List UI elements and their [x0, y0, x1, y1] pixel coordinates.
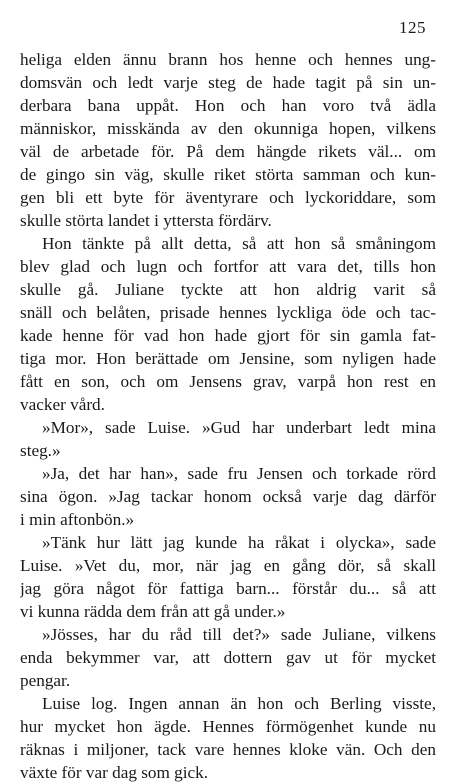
text-line: jag göra något för fattiga barn... förstår du... så att: [20, 579, 436, 598]
text-line: steg.»: [20, 441, 61, 460]
text-line: räknas i miljoner, tack vare hennes kloke vän. Och den: [20, 740, 436, 759]
text-line: kade henne för vad hon hade gjort för sin gamla fat-: [20, 326, 436, 345]
text-line: derbara bana uppåt. Hon och han voro två ädla: [20, 96, 436, 115]
text-line: hur mycket hon ägde. Hennes förmögenhet kunde nu: [20, 717, 436, 736]
text-line: »Jösses, har du råd till det?» sade Juliane, vilkens: [42, 625, 436, 644]
text-line: Luise. »Vet du, mor, när jag en gång dör, så skall: [20, 556, 436, 575]
text-line: snäll och belåten, prisade hennes lyckliga öde och tac-: [20, 303, 436, 322]
text-line: växte för var dag som gick.: [20, 763, 209, 782]
text-line: skulle störta landet i yttersta fördärv.: [20, 211, 272, 230]
text-line: tiga mor. Hon berättade om Jensine, som nyligen hade: [20, 349, 436, 368]
text-line: fått en son, och om Jensens grav, varpå hon rest en: [20, 372, 436, 391]
text-line: enda bekymmer var, att dottern gav ut för mycket: [20, 648, 436, 667]
text-line: väl de arbetade för. På dem hängde rikets väl... om: [20, 142, 436, 161]
text-line: »Tänk hur lätt jag kunde ha råkat i olycka», sade: [42, 533, 436, 552]
text-line: Luise log. Ingen annan än hon och Berling visste,: [42, 694, 436, 713]
text-line: gen bli ett byte för äventyrare och lyckoriddare, som: [20, 188, 436, 207]
text-line: pengar.: [20, 671, 71, 690]
text-line: sina ögon. »Jag tackar honom också varje dag därför: [20, 487, 436, 506]
text-line: människor, misskända av den okunniga hopen, vilkens: [20, 119, 436, 138]
text-line: blev glad och lugn och fortfor att vara det, tills hon: [20, 257, 436, 276]
body-text: [20, 48, 436, 784]
text-line: »Ja, det har han», sade fru Jensen och torkade rörd: [42, 464, 436, 483]
text-line: de gingo sin väg, skulle riket störta samman och kun-: [20, 165, 436, 184]
text-line: heliga elden ännu brann hos henne och hennes ung-: [20, 50, 436, 69]
text-line: »Mor», sade Luise. »Gud har underbart ledt mina: [42, 418, 436, 437]
text-line: Hon tänkte på allt detta, så att hon så småningom: [42, 234, 436, 253]
page-number: 125: [399, 18, 426, 37]
text-line: vi kunna rädda dem från att gå under.»: [20, 602, 286, 621]
text-line: domsvän och ledt varje steg de hade tagit på sin un-: [20, 73, 436, 92]
text-line: i min aftonbön.»: [20, 510, 135, 529]
text-line: vacker vård.: [20, 395, 105, 414]
text-line: skulle gå. Juliane tyckte att hon aldrig varit så: [20, 280, 436, 299]
